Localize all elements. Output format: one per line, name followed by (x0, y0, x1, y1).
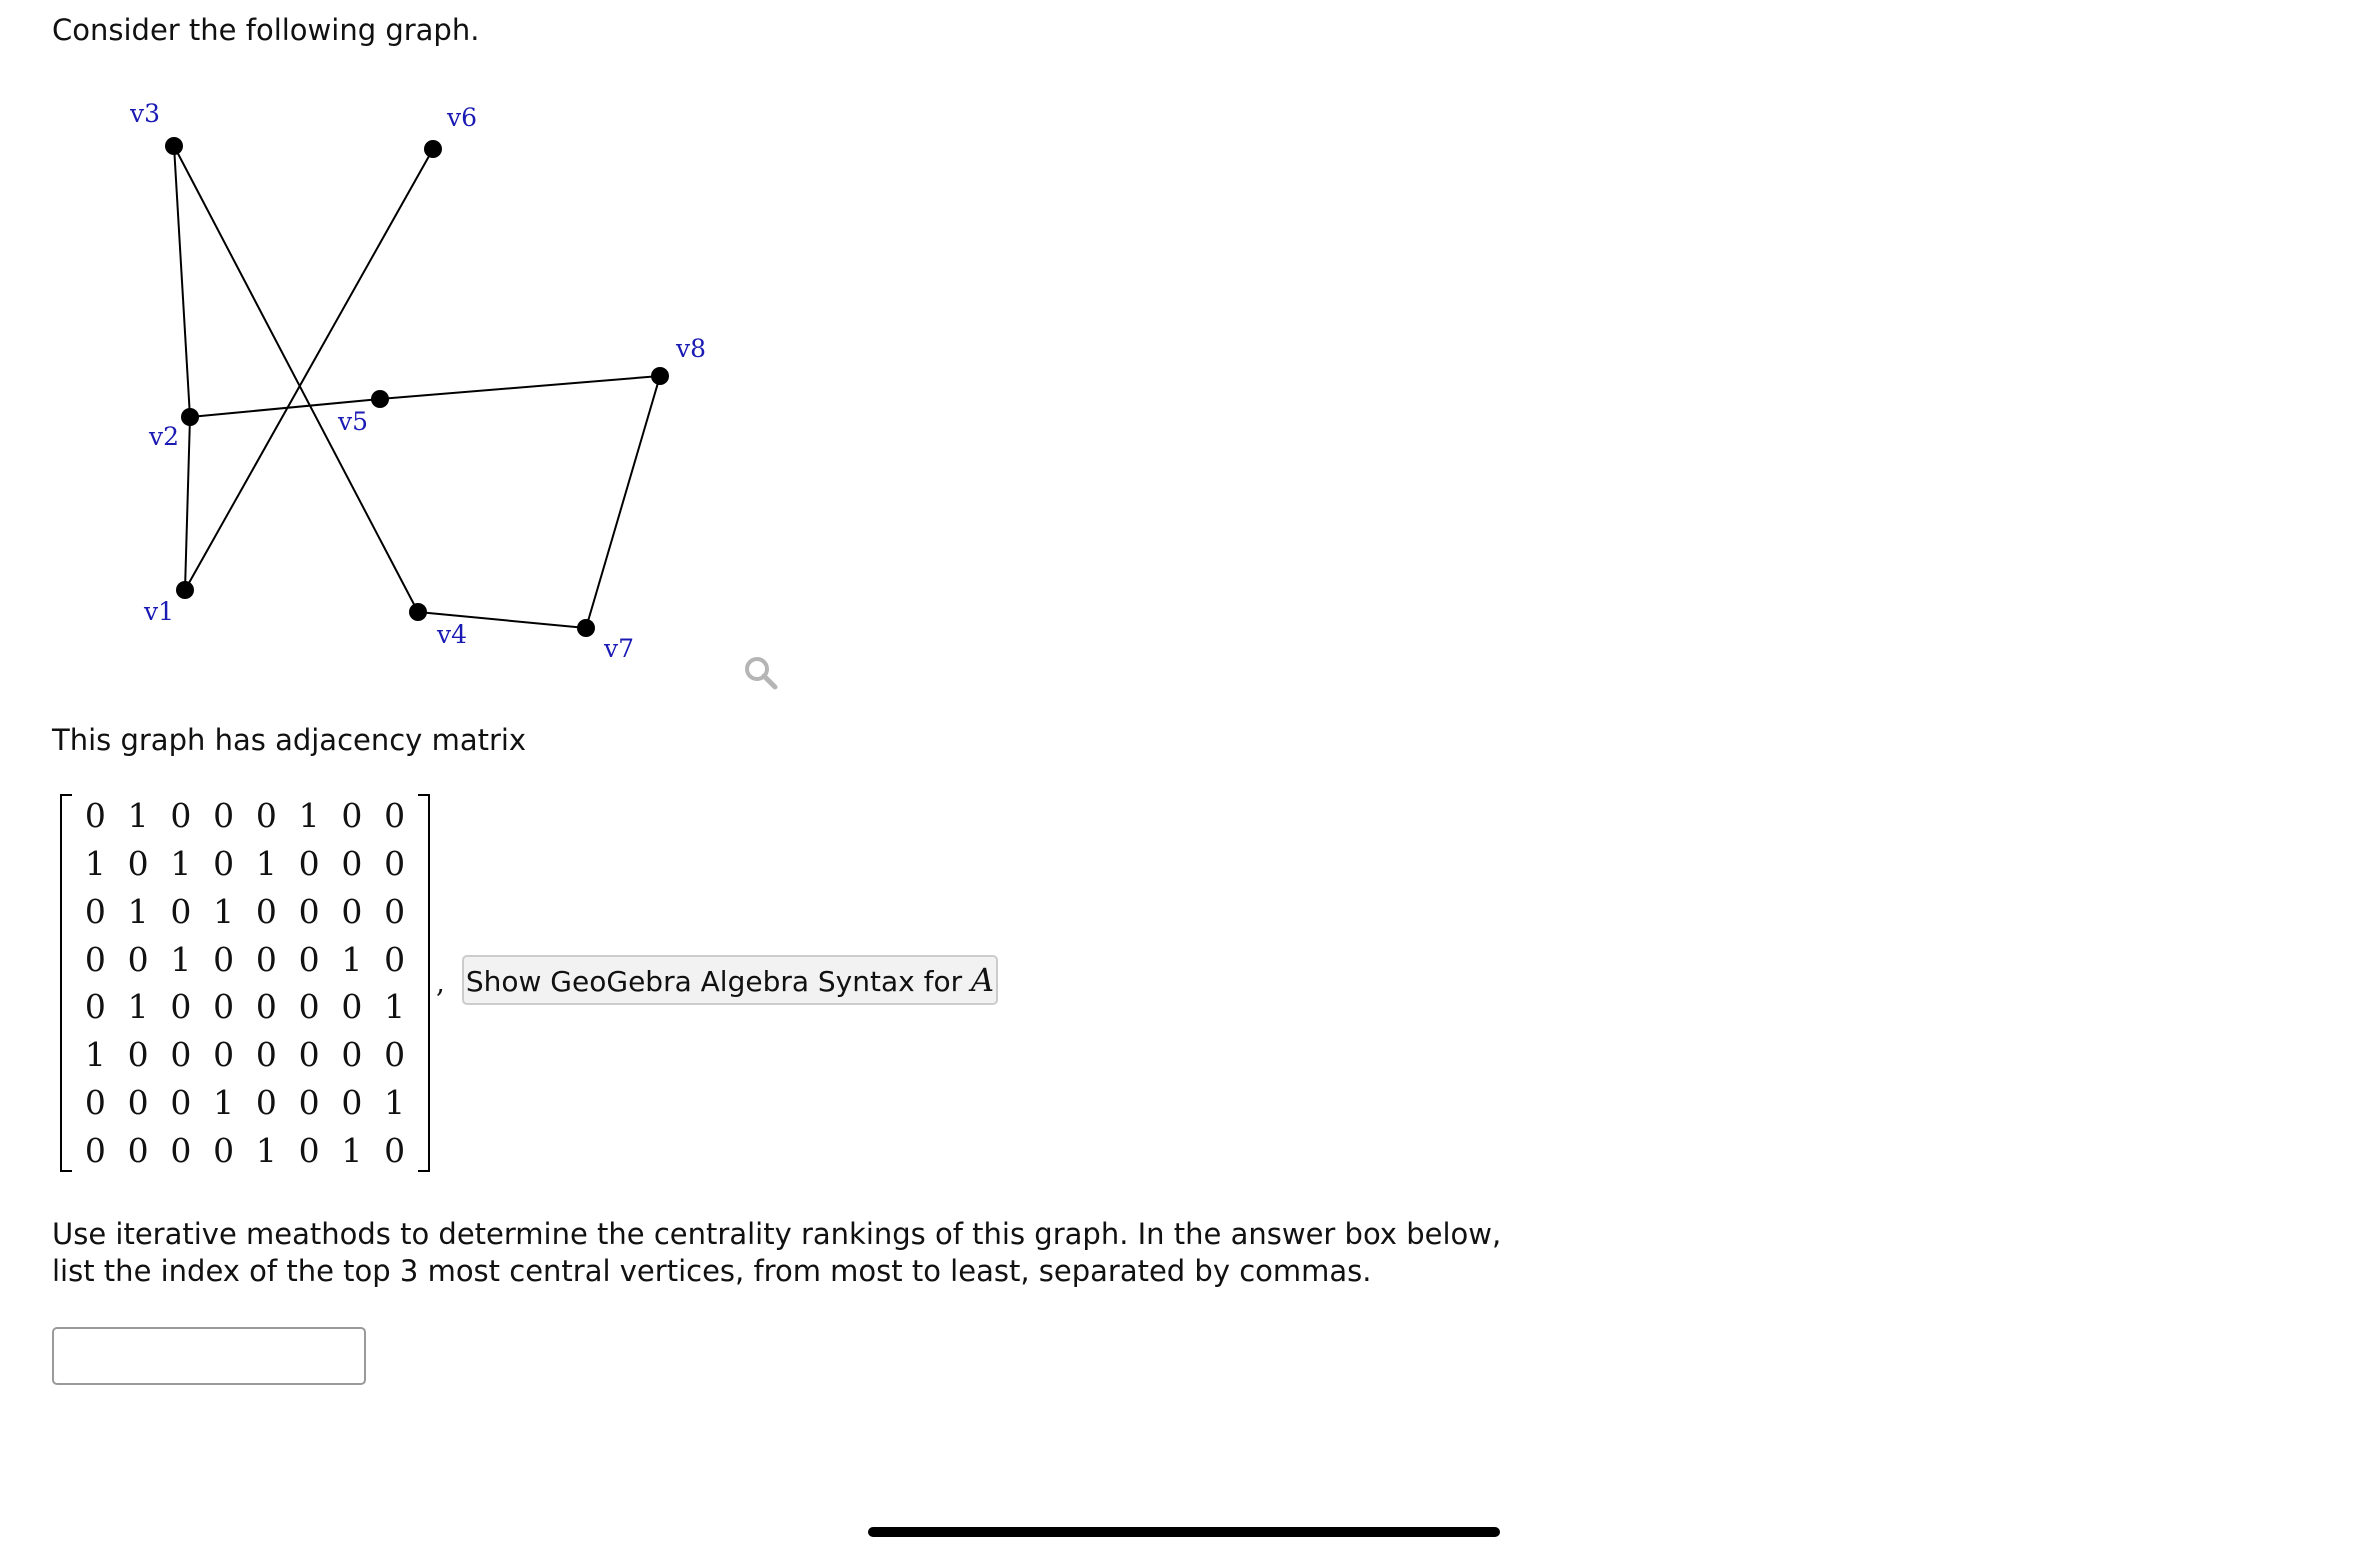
matrix-cell: 0 (384, 844, 406, 884)
edge-v1-v6 (185, 149, 433, 590)
vertex-v4 (409, 603, 427, 621)
matrix-cell: 0 (255, 939, 277, 979)
matrix-cell: 1 (255, 844, 277, 884)
edge-v7-v8 (586, 376, 660, 628)
matrix-cell: 1 (213, 1082, 235, 1122)
home-indicator[interactable] (868, 1527, 1500, 1537)
matrix-cell: 1 (341, 939, 363, 979)
edge-v2-v3 (174, 146, 190, 417)
matrix-left-bracket (60, 794, 72, 1172)
matrix-cell: 0 (384, 796, 406, 836)
graph-vertices (165, 137, 669, 637)
matrix-cell: 0 (255, 891, 277, 931)
matrix-cell: 1 (84, 1035, 106, 1075)
vertex-v3 (165, 137, 183, 155)
matrix-cell: 1 (127, 987, 149, 1027)
matrix-cell: 0 (298, 1130, 320, 1170)
matrix-cell: 0 (298, 1082, 320, 1122)
matrix-cell: 0 (127, 1082, 149, 1122)
vertex-label-v3: v3 (130, 99, 161, 128)
matrix-cell: 0 (170, 1082, 192, 1122)
adjacency-matrix (60, 792, 430, 1174)
matrix-cell: 0 (341, 1035, 363, 1075)
answer-input[interactable] (52, 1327, 366, 1385)
matrix-cell: 0 (255, 1035, 277, 1075)
matrix-cell: 0 (84, 796, 106, 836)
matrix-cell: 0 (170, 796, 192, 836)
matrix-cell: 0 (213, 1035, 235, 1075)
matrix-cell: 0 (84, 987, 106, 1027)
vertex-label-v5: v5 (338, 407, 369, 436)
matrix-cell: 1 (255, 1130, 277, 1170)
magnifier-icon[interactable] (742, 654, 780, 692)
matrix-comma: , (436, 966, 445, 999)
graph-labels (129, 99, 706, 663)
vertex-v5 (371, 390, 389, 408)
matrix-cell: 0 (84, 1130, 106, 1170)
matrix-cell: 0 (341, 891, 363, 931)
instructions-text: Use iterative meathods to determine the centrality rankings of this graph. In the answer box below, list the index of the top 3 most central vertices, from most to least, separated by commas. (52, 1217, 1502, 1288)
matrix-cell: 0 (384, 1130, 406, 1170)
matrix-cell: 0 (298, 891, 320, 931)
vertex-v6 (424, 140, 442, 158)
vertex-label-v4: v4 (437, 620, 468, 649)
vertex-label-v2: v2 (149, 422, 180, 451)
matrix-cell: 1 (298, 796, 320, 836)
matrix-cell: 0 (298, 1035, 320, 1075)
edge-v1-v2 (185, 417, 190, 590)
matrix-cell: 1 (170, 939, 192, 979)
matrix-cell: 0 (127, 1130, 149, 1170)
vertex-label-v8: v8 (676, 334, 707, 363)
graph-figure (52, 90, 812, 710)
matrix-cell: 0 (298, 844, 320, 884)
matrix-cell: 0 (255, 1082, 277, 1122)
matrix-cell: 0 (298, 939, 320, 979)
graph-edges (174, 146, 660, 628)
matrix-cell: 0 (170, 987, 192, 1027)
matrix-cell: 0 (213, 1130, 235, 1170)
edge-v3-v4 (174, 146, 418, 612)
matrix-cell: 0 (298, 987, 320, 1027)
matrix-cell: 0 (384, 1035, 406, 1075)
matrix-cell: 1 (384, 987, 406, 1027)
vertex-v8 (651, 367, 669, 385)
matrix-cell: 0 (84, 891, 106, 931)
matrix-cell: 0 (127, 1035, 149, 1075)
matrix-cell: 0 (213, 796, 235, 836)
matrix-grid (74, 792, 416, 1174)
matrix-cell: 1 (84, 844, 106, 884)
matrix-cell: 1 (384, 1082, 406, 1122)
matrix-cell: 1 (127, 891, 149, 931)
matrix-cell: 0 (213, 844, 235, 884)
matrix-cell: 0 (84, 939, 106, 979)
matrix-cell: 0 (341, 987, 363, 1027)
vertex-label-v7: v7 (604, 634, 635, 663)
matrix-cell: 0 (384, 939, 406, 979)
intro-text: Consider the following graph. (52, 13, 480, 47)
matrix-cell: 1 (127, 796, 149, 836)
vertex-v1 (176, 581, 194, 599)
matrix-cell: 0 (127, 844, 149, 884)
matrix-cell: 0 (255, 987, 277, 1027)
syntax-button-variable: A (971, 961, 995, 999)
vertex-v2 (181, 408, 199, 426)
matrix-cell: 0 (127, 939, 149, 979)
vertex-label-v1: v1 (144, 597, 175, 626)
matrix-cell: 0 (213, 939, 235, 979)
matrix-cell: 0 (341, 796, 363, 836)
matrix-cell: 0 (255, 796, 277, 836)
matrix-cell: 0 (170, 1035, 192, 1075)
matrix-cell: 1 (341, 1130, 363, 1170)
matrix-cell: 1 (213, 891, 235, 931)
matrix-cell: 0 (384, 891, 406, 931)
matrix-intro-text: This graph has adjacency matrix (52, 723, 527, 757)
matrix-right-bracket (418, 794, 430, 1172)
vertex-label-v6: v6 (447, 103, 478, 132)
vertex-v7 (577, 619, 595, 637)
matrix-cell: 1 (170, 844, 192, 884)
matrix-cell: 0 (341, 844, 363, 884)
matrix-cell: 0 (213, 987, 235, 1027)
matrix-cell: 0 (170, 1130, 192, 1170)
matrix-cell: 0 (170, 891, 192, 931)
show-algebra-syntax-button[interactable] (462, 955, 998, 1005)
syntax-button-label: Show GeoGebra Algebra Syntax for (465, 965, 972, 998)
matrix-cell: 0 (84, 1082, 106, 1122)
edge-v5-v8 (380, 376, 660, 399)
matrix-cell: 0 (341, 1082, 363, 1122)
